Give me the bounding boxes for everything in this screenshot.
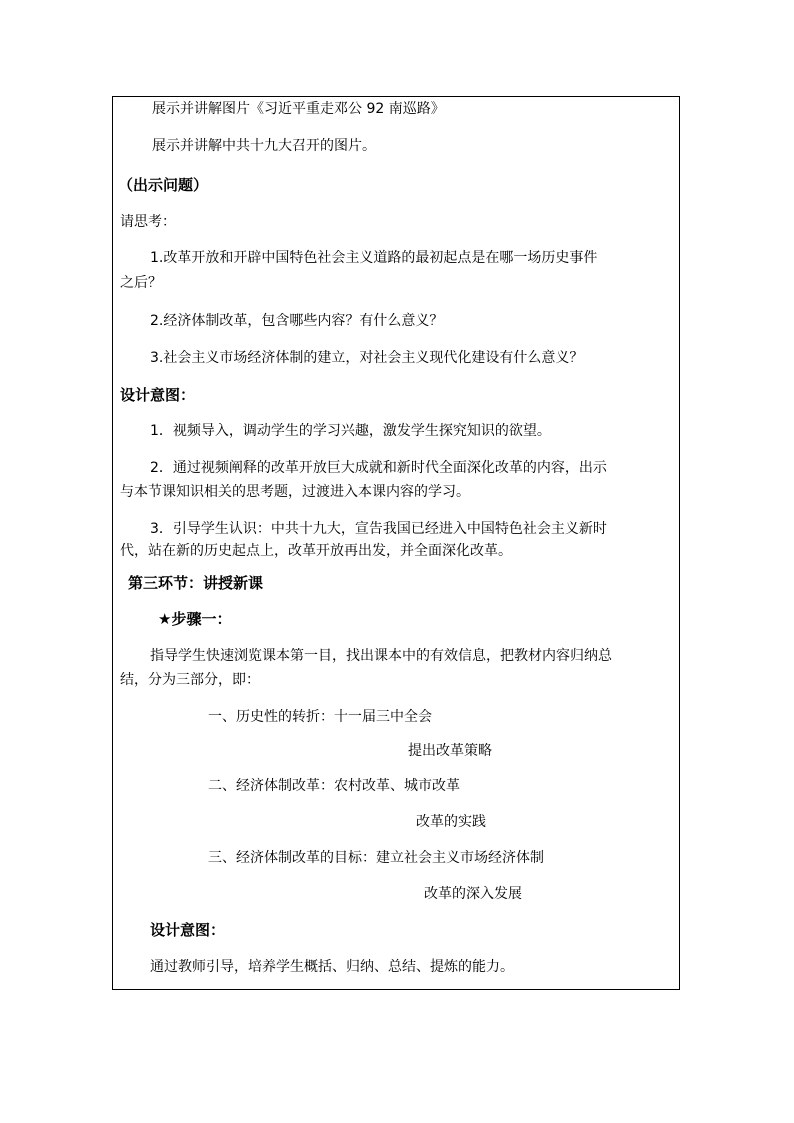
- outline-item: 一、历史性的转折：十一届三中全会: [208, 709, 432, 725]
- outline-subitem: 改革的深入发展: [424, 886, 522, 902]
- question-item: 3.社会主义市场经济体制的建立，对社会主义现代化建设有什么意义？: [150, 350, 584, 366]
- text-line: 指导学生快速浏览课本第一目，找出课本中的有效信息，把教材内容归纳总: [150, 648, 612, 664]
- text-line: 通过教师引导，培养学生概括、归纳、总结、提炼的能力。: [150, 959, 514, 975]
- list-item-cont: 代，站在新的历史起点上，改革开放再出发，并全面深化改革。: [120, 543, 512, 559]
- outline-item: 三、经济体制改革的目标：建立社会主义市场经济体制: [208, 850, 544, 866]
- section-heading: 设计意图：: [150, 921, 226, 939]
- text-line: 展示并讲解图片《习近平重走邓公 92 南巡路》: [152, 101, 445, 117]
- section-heading: （出示问题）: [118, 176, 209, 194]
- text-line: 请思考：: [120, 214, 176, 230]
- outline-item: 二、经济体制改革：农村改革、城市改革: [208, 778, 460, 794]
- text-line: 展示并讲解中共十九大召开的图片。: [152, 138, 376, 154]
- question-item-cont: 之后？: [120, 275, 162, 291]
- outline-subitem: 提出改革策略: [408, 743, 492, 759]
- section-heading: 第三环节：讲授新课: [128, 574, 264, 592]
- list-item: 2．通过视频阐释的改革开放巨大成就和新时代全面深化改革的内容，出示: [150, 460, 607, 476]
- section-heading: 设计意图：: [120, 386, 196, 404]
- text-line: 结，分为三部分，即：: [120, 672, 260, 688]
- step-heading: ★步骤一：: [158, 610, 232, 628]
- question-item: 2.经济体制改革，包含哪些内容？有什么意义？: [150, 313, 444, 329]
- list-item-cont: 与本节课知识相关的思考题，过渡进入本课内容的学习。: [120, 484, 470, 500]
- question-item: 1.改革开放和开辟中国特色社会主义道路的最初起点是在哪一场历史事件: [150, 250, 598, 266]
- list-item: 1．视频导入，调动学生的学习兴趣，激发学生探究知识的欲望。: [150, 423, 551, 439]
- list-item: 3．引导学生认识：中共十九大，宣告我国已经进入中国特色社会主义新时: [150, 521, 607, 537]
- outline-subitem: 改革的实践: [416, 814, 486, 830]
